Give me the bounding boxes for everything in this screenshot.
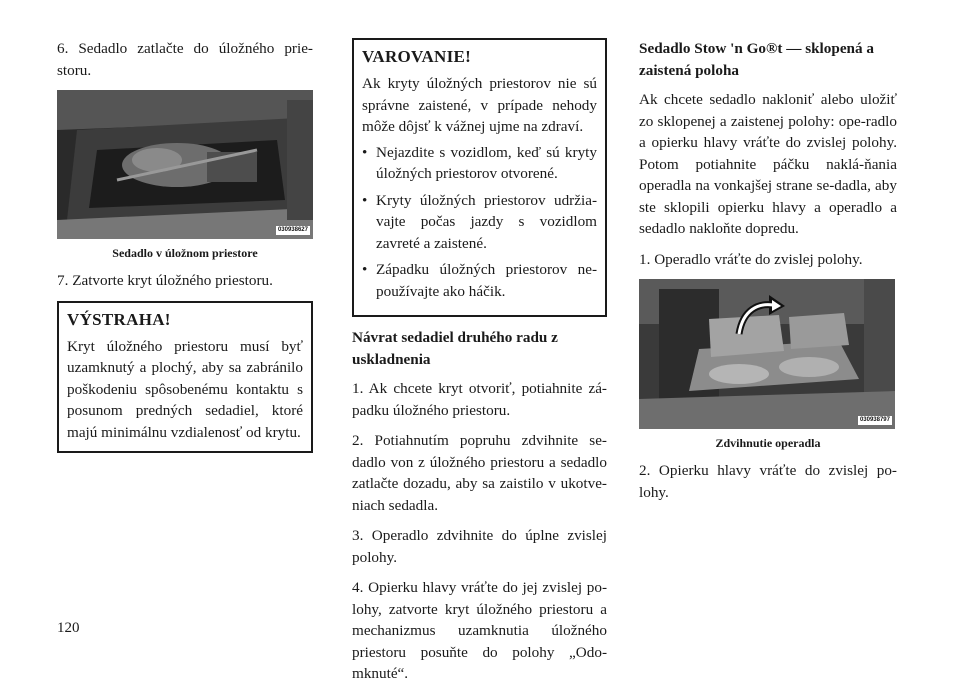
warning-box (57, 301, 313, 454)
step-1: 1. Operadlo vráťte do zvislej polohy. (639, 250, 863, 268)
step-7: 7. Zatvorte kryt úložného priestoru. (57, 272, 273, 289)
column-middle (352, 38, 607, 694)
photo-id-label: 030938797 (859, 417, 890, 423)
caution-bullet: • Kryty úložných priestorov udržia-vajte počas jazdy s vozidlom zavreté a zaistené. (362, 190, 597, 255)
raise-seatback-illustration (639, 279, 895, 429)
section-heading-fold-lock: Sedadlo Stow 'n Go®t — sklopená a zaistená poloha (639, 40, 874, 79)
step-3: 3. Operadlo zdvihnite do úplne zvislej polohy. (352, 527, 607, 566)
page-number: 120 (57, 620, 80, 636)
column-right (639, 38, 897, 512)
warning-text: Kryt úložného priestoru musí byť uzamknutý a plochý, aby sa zabránilo poškodeniu spôsobenému kontaktu s posunom predných sedadiel, ktoré majú minimálnu vzdialenosť od krytu. (67, 337, 303, 441)
caution-bullet: • Západku úložných priestorov ne-používajte ako háčik. (362, 259, 597, 302)
photo-seat-in-storage (57, 90, 313, 239)
caution-box (352, 38, 607, 317)
section-heading-return-seats: Návrat sedadiel druhého radu z uskladnenia (352, 329, 558, 368)
photo-id-label: 030938627 (277, 227, 308, 233)
caution-list (362, 142, 597, 303)
step-1: 1. Ak chcete kryt otvoriť, potiahnite zá-padku úložného priestoru. (352, 380, 607, 419)
caution-title: VAROVANIE! (362, 47, 472, 66)
photo-caption: Zdvihnutie operadla (715, 436, 821, 450)
warning-title: VÝSTRAHA! (67, 309, 171, 329)
step-2: 2. Opierku hlavy vráťte do zvislej po-lohy. (639, 462, 897, 501)
caution-bullet: • Nejazdite s vozidlom, keď sú kryty úložných priestorov otvorené. (362, 142, 597, 185)
caution-intro: Ak kryty úložných priestorov nie sú správne zaistené, v prípade nehody môže dôjsť k vážnej ujme na zdraví. (362, 75, 597, 135)
seat-storage-illustration (57, 90, 313, 239)
step-6: 6. Sedadlo zatlačte do úložného prie-storu. (57, 40, 313, 79)
intro-text: Ak chcete sedadlo nakloniť alebo uložiť zo sklopenej a zaistenej polohy: ope-radlo a opierku hlavy vráťte do zvislej polohy. Potom potiahnite páčku naklá-ňania operadla na vonkajšej strane se-dadla, aby ste sklopili opierku hlavy a operadlo a sedadlo nakloňte dopredu. (639, 91, 897, 237)
step-2: 2. Potiahnutím popruhu zdvihnite se-dadlo von z úložného priestoru a sedadlo zatlačte dozadu, aby sa zaistilo v ukotve-niach sedadla. (352, 432, 607, 514)
photo-raise-seatback (639, 279, 895, 429)
step-4: 4. Opierku hlavy vráťte do jej zvislej po-lohy, zatvorte kryt úložného priestoru a mechanizmus uzamknutia úložného priestoru posuňte do polohy „Odo-mknuté“. (352, 579, 607, 682)
column-left (57, 38, 313, 463)
photo-caption: Sedadlo v úložnom priestore (112, 246, 258, 260)
